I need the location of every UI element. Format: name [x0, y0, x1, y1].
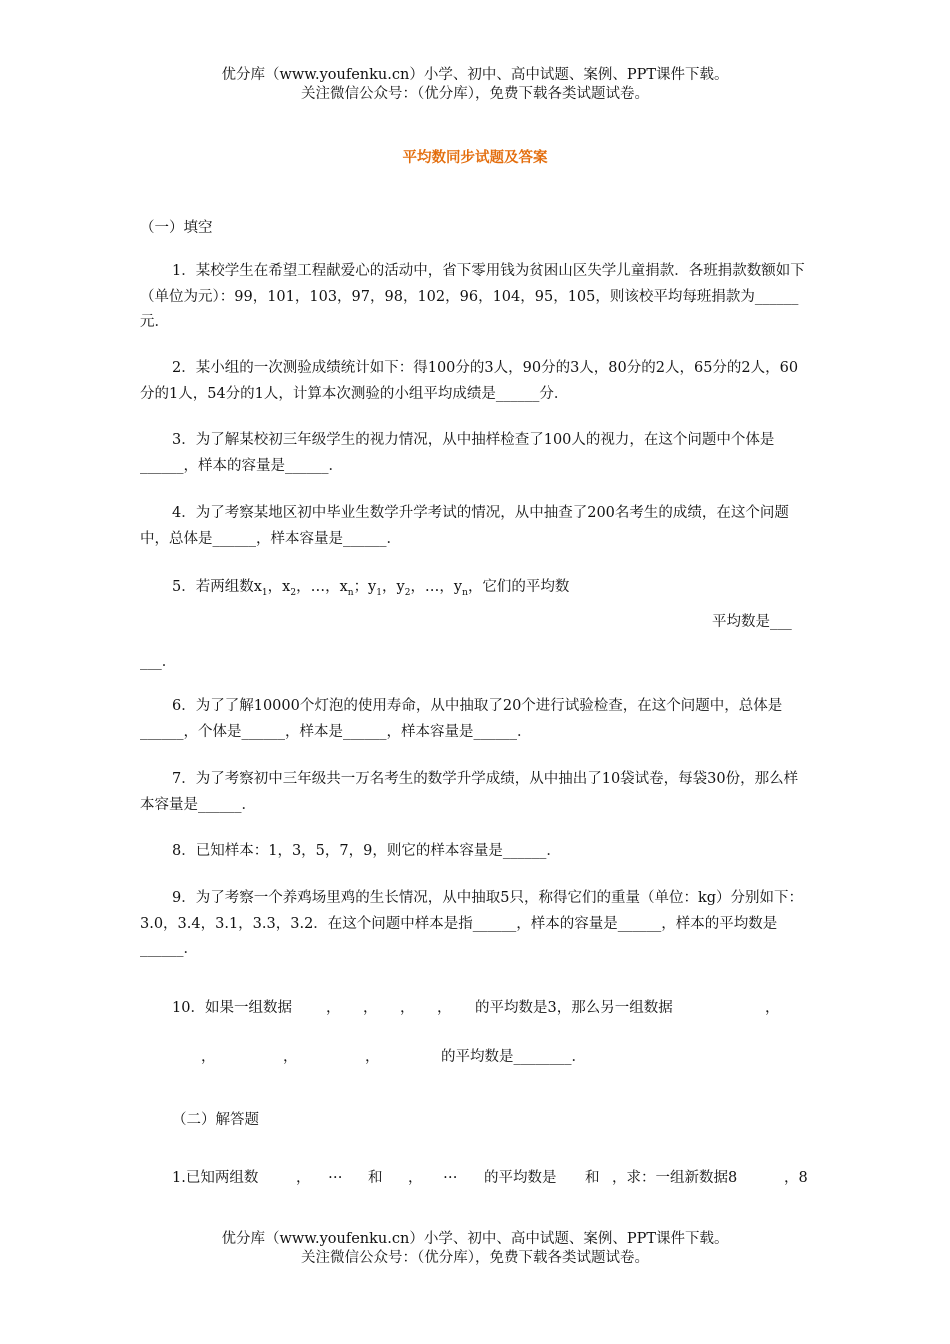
question-2	[140, 356, 812, 407]
a1-ask: ，求：一组新数据8	[612, 1170, 738, 1186]
a1-comma-2: ，	[408, 1170, 423, 1186]
question-3-text: 3．为了解某校初三年级学生的视力情况，从中抽样检查了100人的视力，在这个问题中个体是______，样本的容量是______．	[140, 432, 775, 474]
q10-comma-2: ，	[363, 1000, 378, 1016]
q5-x2-sub: 2	[290, 587, 297, 598]
question-5-line	[172, 575, 569, 598]
q10-tail: 的平均数是________．	[441, 1049, 586, 1065]
a1-comma-3: ，8	[784, 1170, 808, 1186]
q5-yn-sub: n	[462, 587, 468, 598]
question-8	[140, 839, 812, 865]
q5-x1: x	[253, 579, 262, 595]
q5-y2-sub: 2	[404, 587, 411, 598]
q5-mid3: ，y	[382, 579, 405, 595]
question-7	[140, 767, 812, 818]
q5-xn-sub: n	[347, 587, 354, 598]
question-1-text: 1．某校学生在希望工程献爱心的活动中，省下零用钱为贫困山区失学儿童捐款．各班捐款数额如下（单位为元）：99，101，103，97，98，102，96，104，95，105，则该校平均每班捐款为______元．	[140, 263, 805, 330]
q10-comma-7: ，	[283, 1049, 298, 1065]
footer-line-1: 优分库（www.youfenku.cn）小学、初中、高中试题、案例、PPT课件下载。	[221, 1231, 729, 1247]
q10-comma-8: ，	[365, 1049, 380, 1065]
q10-comma-4: ，	[437, 1000, 452, 1016]
page-footer	[0, 1230, 950, 1268]
question-1	[140, 259, 812, 336]
q10-comma-6: ，	[201, 1049, 216, 1065]
q10-comma-5: ，	[765, 1000, 780, 1016]
q5-mid2: ；y	[353, 579, 377, 595]
question-5-continuation: ___．	[140, 654, 177, 670]
q5-x2: ，x	[267, 579, 291, 595]
q10-mid: 的平均数是3，那么另一组数据	[475, 1000, 673, 1016]
q5-y1-sub: 1	[376, 587, 382, 598]
header-line-2: 关注微信公众号：（优分库），免费下载各类试题试卷。	[301, 86, 649, 102]
a1-and-1: 和	[368, 1170, 383, 1186]
section-heading-solve: （二）解答题	[172, 1112, 259, 1128]
question-2-text: 2．某小组的一次测验成绩统计如下：得100分的3人，90分的3人，80分的2人，65分的2人，60分的1人，54分的1人，计算本次测验的小组平均成绩是______分．	[140, 360, 799, 402]
a1-and-2: 和	[585, 1170, 600, 1186]
q10-comma-1: ，	[326, 1000, 341, 1016]
header-line-1: 优分库（www.youfenku.cn）小学、初中、高中试题、案例、PPT课件下载。	[221, 67, 729, 83]
q10-comma-3: ，	[400, 1000, 415, 1016]
question-8-text: 8．已知样本：1，3，5，7，9，则它的样本容量是______．	[172, 843, 561, 859]
question-6-text: 6．为了了解10000个灯泡的使用寿命，从中抽取了20个进行试验检查，在这个问题中，总体是______，个体是______，样本是______，样本容量是______．	[140, 698, 783, 740]
question-7-text: 7．为了考察初中三年级共一万名考生的数学升学成绩，从中抽出了10袋试卷，每袋30份，那么样本容量是______．	[140, 771, 799, 813]
footer-line-2: 关注微信公众号：（优分库），免费下载各类试题试卷。	[301, 1250, 649, 1266]
question-6	[140, 694, 812, 745]
section-heading-fill-in: （一）填空	[140, 220, 213, 236]
q5-lead: 5．若两组数	[172, 579, 254, 595]
question-4	[140, 501, 812, 552]
page-header	[0, 66, 950, 104]
q5-mid1: ，…，x	[296, 579, 348, 595]
question-9	[140, 886, 812, 963]
question-9-text: 9．为了考察一个养鸡场里鸡的生长情况，从中抽取5只，称得它们的重量（单位：kg）分别如下：3.0，3.4，3.1，3.3，3.2．在这个问题中样本是指______，样本的容量是______，样本的平均数是______．	[140, 890, 804, 957]
a1-dots-1: …	[328, 1166, 343, 1182]
question-4-text: 4．为了考察某地区初中毕业生数学升学考试的情况，从中抽查了200名考生的成绩，在这个问题中，总体是______，样本容量是______．	[140, 505, 789, 547]
q10-lead: 10．如果一组数据	[172, 1000, 292, 1016]
question-5-right: 平均数是___	[712, 614, 792, 630]
a1-lead: 1.已知两组数	[172, 1170, 259, 1186]
q5-x1-sub: 1	[261, 587, 268, 598]
q5-tail: ，它们的平均数	[467, 579, 570, 595]
a1-dots-2: …	[443, 1166, 458, 1182]
document-title: 平均数同步试题及答案	[402, 150, 548, 166]
a1-mean: 的平均数是	[484, 1170, 557, 1186]
q5-mid4: ，…，y	[410, 579, 463, 595]
question-3	[140, 428, 812, 479]
a1-comma-1: ，	[296, 1170, 311, 1186]
